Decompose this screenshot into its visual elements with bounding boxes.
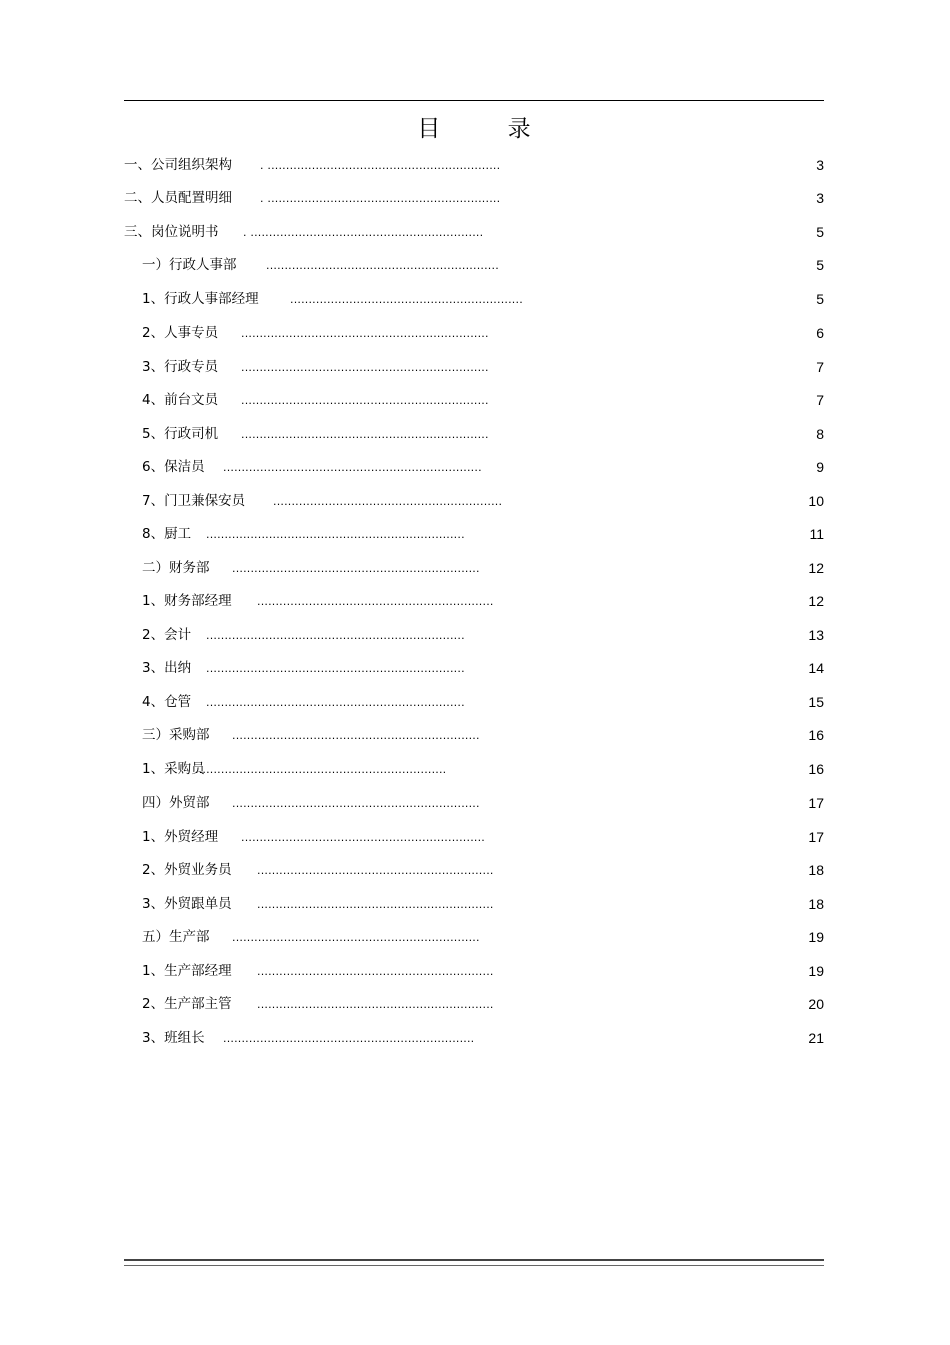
toc-dot-leader: ................................................................ bbox=[257, 595, 494, 608]
toc-entry-label: 一）行政人事部 bbox=[142, 257, 237, 273]
toc-entry-label: 4、仓管 bbox=[142, 694, 192, 710]
toc-entry[interactable] bbox=[124, 927, 824, 947]
toc-entry[interactable] bbox=[124, 155, 824, 175]
toc-entry-label: 3、行政专员 bbox=[142, 359, 219, 375]
toc-entry-label: 4、前台文员 bbox=[142, 392, 219, 408]
toc-dot-leader: ................................................................... bbox=[232, 931, 480, 944]
toc-entry-page-number: 13 bbox=[808, 627, 824, 643]
toc-dot-leader: .................................................................. bbox=[241, 831, 485, 844]
toc-entry-label: 1、财务部经理 bbox=[142, 593, 232, 609]
toc-entry-label: 四）外贸部 bbox=[142, 795, 210, 811]
toc-entry-label: 三、岗位说明书 bbox=[124, 224, 219, 240]
toc-entry-page-number: 15 bbox=[808, 694, 824, 710]
toc-entry-label: 1、外贸经理 bbox=[142, 829, 219, 845]
toc-entry-page-number: 3 bbox=[816, 157, 824, 173]
toc-entry[interactable] bbox=[124, 1028, 824, 1048]
toc-entry[interactable] bbox=[124, 692, 824, 712]
toc-entry-page-number: 11 bbox=[809, 526, 824, 542]
toc-entry[interactable] bbox=[124, 491, 824, 511]
toc-entry-page-number: 17 bbox=[808, 829, 824, 845]
toc-entry[interactable] bbox=[124, 188, 824, 208]
toc-dot-leader: ................................................................... bbox=[232, 729, 480, 742]
toc-entry-page-number: 5 bbox=[816, 257, 824, 273]
toc-entry-label: 5、行政司机 bbox=[142, 426, 219, 442]
toc-entry-label: 3、外贸跟单员 bbox=[142, 896, 232, 912]
toc-dot-leader: ................................................................... bbox=[241, 394, 489, 407]
toc-entry[interactable] bbox=[124, 625, 824, 645]
toc-entry[interactable] bbox=[124, 725, 824, 745]
toc-entry[interactable] bbox=[124, 424, 824, 444]
toc-entry-label: 2、生产部主管 bbox=[142, 996, 232, 1012]
toc-dot-leader: ................................................................ bbox=[257, 898, 494, 911]
toc-entry[interactable] bbox=[124, 759, 824, 779]
toc-entry-label: 一、公司组织架构 bbox=[124, 157, 232, 173]
toc-entry-label: 五）生产部 bbox=[142, 929, 210, 945]
toc-entry-page-number: 3 bbox=[816, 190, 824, 206]
toc-entry-label: 2、外贸业务员 bbox=[142, 862, 232, 878]
toc-entry[interactable] bbox=[124, 591, 824, 611]
toc-entry[interactable] bbox=[124, 222, 824, 242]
toc-entry-page-number: 7 bbox=[816, 392, 824, 408]
toc-dot-leader: ............................................................... bbox=[290, 293, 523, 306]
toc-entry-page-number: 18 bbox=[808, 862, 824, 878]
toc-dot-leader: ................................................................... bbox=[241, 428, 489, 441]
toc-dot-leader: . ............................................................... bbox=[243, 226, 484, 239]
toc-entry[interactable] bbox=[124, 289, 824, 309]
toc-dot-leader: ...................................................................... bbox=[206, 528, 465, 541]
toc-dot-leader: ...................................................................... bbox=[206, 629, 465, 642]
toc-dot-leader: ................................................................... bbox=[241, 327, 489, 340]
toc-entry-label: 2、会计 bbox=[142, 627, 192, 643]
toc-dot-leader: ................................................................... bbox=[241, 361, 489, 374]
toc-entry[interactable] bbox=[124, 323, 824, 343]
toc-dot-leader: ...................................................................... bbox=[206, 696, 465, 709]
toc-dot-leader: .............................................................. bbox=[273, 495, 503, 508]
toc-entry-page-number: 5 bbox=[816, 224, 824, 240]
toc-entry-page-number: 18 bbox=[808, 896, 824, 912]
toc-title: 目 录 bbox=[417, 116, 561, 142]
toc-entry[interactable] bbox=[124, 357, 824, 377]
toc-entry-page-number: 6 bbox=[816, 325, 824, 341]
toc-entry-label: 二）财务部 bbox=[142, 560, 210, 576]
toc-entry-page-number: 17 bbox=[808, 795, 824, 811]
toc-entry-label: 1、行政人事部经理 bbox=[142, 291, 259, 307]
toc-entry-page-number: 21 bbox=[808, 1030, 824, 1046]
toc-entry-label: 1、采购员 bbox=[142, 761, 205, 777]
toc-entry-page-number: 16 bbox=[808, 727, 824, 743]
toc-entry-page-number: 10 bbox=[808, 493, 824, 509]
toc-entry-page-number: 9 bbox=[816, 459, 824, 475]
toc-dot-leader: .................................................................... bbox=[223, 1032, 475, 1045]
toc-entry-label: 7、门卫兼保安员 bbox=[142, 493, 246, 509]
toc-dot-leader: . ............................................................... bbox=[260, 159, 501, 172]
toc-entry-page-number: 16 bbox=[808, 761, 824, 777]
toc-entry[interactable] bbox=[124, 860, 824, 880]
toc-entry[interactable] bbox=[124, 894, 824, 914]
toc-entry-label: 8、厨工 bbox=[142, 526, 192, 542]
toc-entry-page-number: 8 bbox=[816, 426, 824, 442]
toc-entry-page-number: 12 bbox=[808, 593, 824, 609]
toc-entry-page-number: 5 bbox=[816, 291, 824, 307]
toc-entry-label: 3、班组长 bbox=[142, 1030, 205, 1046]
footer-rule bbox=[124, 1259, 824, 1266]
toc-entry-label: 6、保洁员 bbox=[142, 459, 205, 475]
toc-entry[interactable] bbox=[124, 793, 824, 813]
toc-entry[interactable] bbox=[124, 457, 824, 477]
toc-dot-leader: ................................................................... bbox=[232, 562, 480, 575]
toc-dot-leader: ...................................................................... bbox=[223, 461, 482, 474]
toc-dot-leader: ................................................................... bbox=[232, 797, 480, 810]
toc-dot-leader: ................................................................ bbox=[257, 864, 494, 877]
toc-entry-page-number: 19 bbox=[808, 963, 824, 979]
toc-entry-label: 1、生产部经理 bbox=[142, 963, 232, 979]
toc-entry-label: 三）采购部 bbox=[142, 727, 210, 743]
toc-entry[interactable] bbox=[124, 524, 824, 544]
toc-entry-page-number: 14 bbox=[808, 660, 824, 676]
toc-entry[interactable] bbox=[124, 961, 824, 981]
toc-entry[interactable] bbox=[124, 390, 824, 410]
toc-dot-leader: ............................................................... bbox=[266, 259, 499, 272]
toc-entry-page-number: 7 bbox=[816, 359, 824, 375]
toc-dot-leader: ...................................................................... bbox=[206, 662, 465, 675]
toc-dot-leader: ................................................................ bbox=[257, 965, 494, 978]
toc-entry[interactable] bbox=[124, 827, 824, 847]
toc-entry-page-number: 12 bbox=[808, 560, 824, 576]
header-rule bbox=[124, 100, 824, 101]
toc-entry-label: 3、出纳 bbox=[142, 660, 192, 676]
toc-entry-page-number: 19 bbox=[808, 929, 824, 945]
toc-entry-page-number: 20 bbox=[808, 996, 824, 1012]
toc-entry-label: 二、人员配置明细 bbox=[124, 190, 232, 206]
toc-entry[interactable] bbox=[124, 994, 824, 1014]
toc-dot-leader: . ............................................................... bbox=[260, 192, 501, 205]
toc-entry[interactable] bbox=[124, 658, 824, 678]
toc-dot-leader: .................................................................... bbox=[195, 763, 447, 776]
toc-entry-label: 2、人事专员 bbox=[142, 325, 219, 341]
toc-entry[interactable] bbox=[124, 255, 824, 275]
toc-dot-leader: ................................................................ bbox=[257, 998, 494, 1011]
toc-entry[interactable] bbox=[124, 558, 824, 578]
